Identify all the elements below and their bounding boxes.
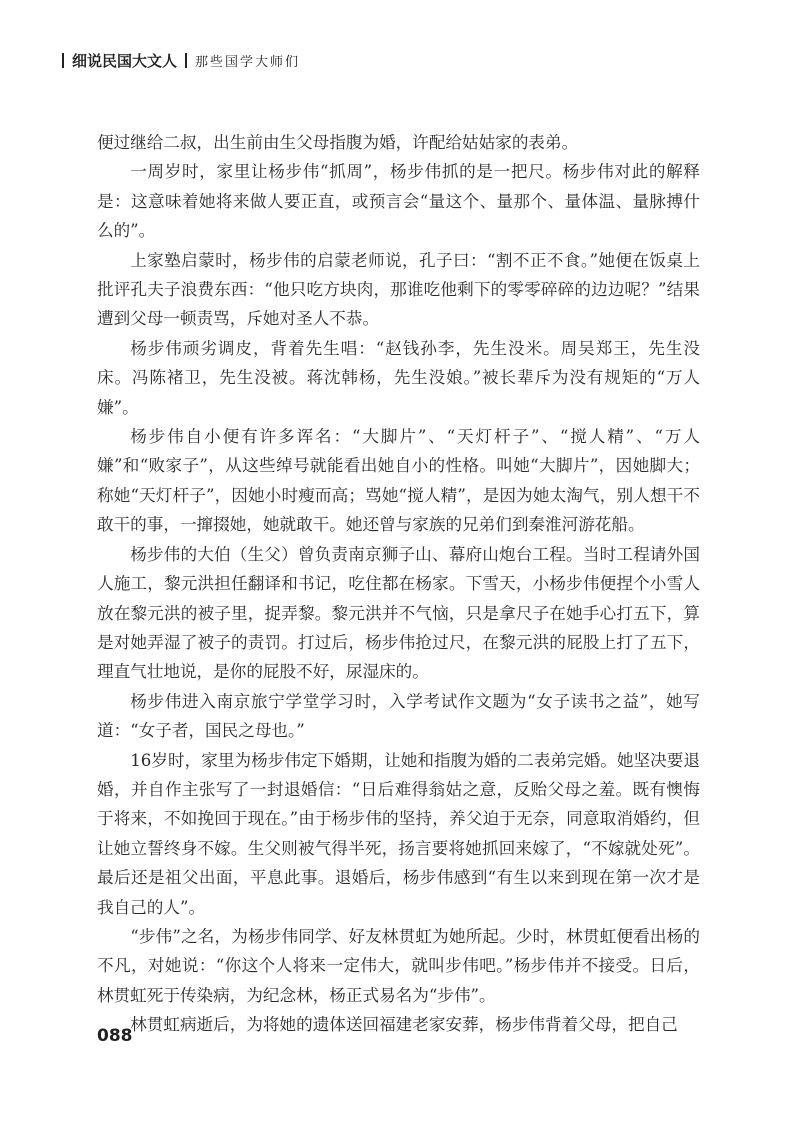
paragraph: 16岁时，家里为杨步伟定下婚期，让她和指腹为婚的二表弟完婚。她坚决要退婚，并自作主张写了一封退婚信：“日后难得翁姑之意，反贻父母之羞。既有懊悔于将来，不如挽回于现在。”由于杨步伟的坚持，养父迫于无奈，同意取消婚约，但让她立誓终身不嫁。生父则被气得半死，扬言要将她抓回来嫁了，“不嫁就处死”。最后还是祖父出面，平息此事。退婚后，杨步伟感到“有生以来到现在第一次才是我自己的人”。 [97, 750, 700, 917]
paragraph: 杨步伟的大伯（生父）曾负责南京狮子山、幕府山炮台工程。当时工程请外国人施工，黎元洪担任翻译和书记，吃住都在杨家。下雪天，小杨步伟便捏个小雪人放在黎元洪的被子里，捉弄黎。黎元洪并不气恼，只是拿尺子在她手心打五下，算是对她弄湿了被子的责罚。打过后，杨步伟抢过尺，在黎元洪的屁股上打了五下，理直气壮地说，是你的屁股不好，尿湿床的。 [97, 544, 700, 682]
paragraph: 杨步伟进入南京旅宁学堂学习时，入学考试作文题为“女子读书之益”，她写道：“女子者，国民之母也。” [97, 691, 700, 741]
body-text [97, 128, 700, 1040]
paragraph: “步伟”之名，为杨步伟同学、好友林贯虹为她所起。少时，林贯虹便看出杨的不凡，对她说：“你这个人将来一定伟大，就叫步伟吧。”杨步伟并不接受。日后，林贯虹死于传染病，为纪念林，杨正式易名为“步伟”。 [97, 926, 700, 1005]
running-header [62, 50, 300, 71]
paragraph: 杨步伟顽劣调皮，背着先生唱：“赵钱孙李，先生没米。周吴郑王，先生没床。冯陈褚卫，先生没被。蒋沈韩杨，先生没娘。”被长辈斥为没有规矩的“万人嫌”。 [97, 338, 700, 417]
page-number: 088 [97, 1026, 133, 1046]
paragraph: 便过继给二叔，出生前由生父母指腹为婚，许配给姑姑家的表弟。 [97, 133, 579, 152]
header-divider [62, 53, 64, 68]
paragraph: 上家塾启蒙时，杨步伟的启蒙老师说，孔子曰：“割不正不食。”她便在饭桌上批评孔夫子浪费东西：“他只吃方块肉，那谁吃他剩下的零零碎碎的边边呢？”结果遭到父母一顿责骂，斥她对圣人不恭。 [97, 250, 700, 329]
paragraph: 杨步伟自小便有许多诨名：“大脚片”、“天灯杆子”、“搅人精”、“万人嫌”和“败家子”，从这些绰号就能看出她自小的性格。叫她“大脚片”，因她脚大；称她“天灯杆子”，因她小时瘦而高；骂她“搅人精”，是因为她太淘气，别人想干不敢干的事，一撺掇她，她就敢干。她还曾与家族的兄弟们到秦淮河游花船。 [97, 427, 700, 535]
header-divider [185, 53, 187, 68]
book-title: 细说民国大文人 [72, 52, 178, 70]
series-title: 那些国学大师们 [195, 55, 301, 70]
paragraph: 一周岁时，家里让杨步伟“抓周”，杨步伟抓的是一把尺。杨步伟对此的解释是：这意味着她将来做人要正直，或预言会“量这个、量那个、量体温、量脉搏什么的”。 [97, 162, 700, 241]
paragraph: 林贯虹病逝后，为将她的遗体送回福建老家安葬，杨步伟背着父母，把自己 [130, 1015, 678, 1035]
